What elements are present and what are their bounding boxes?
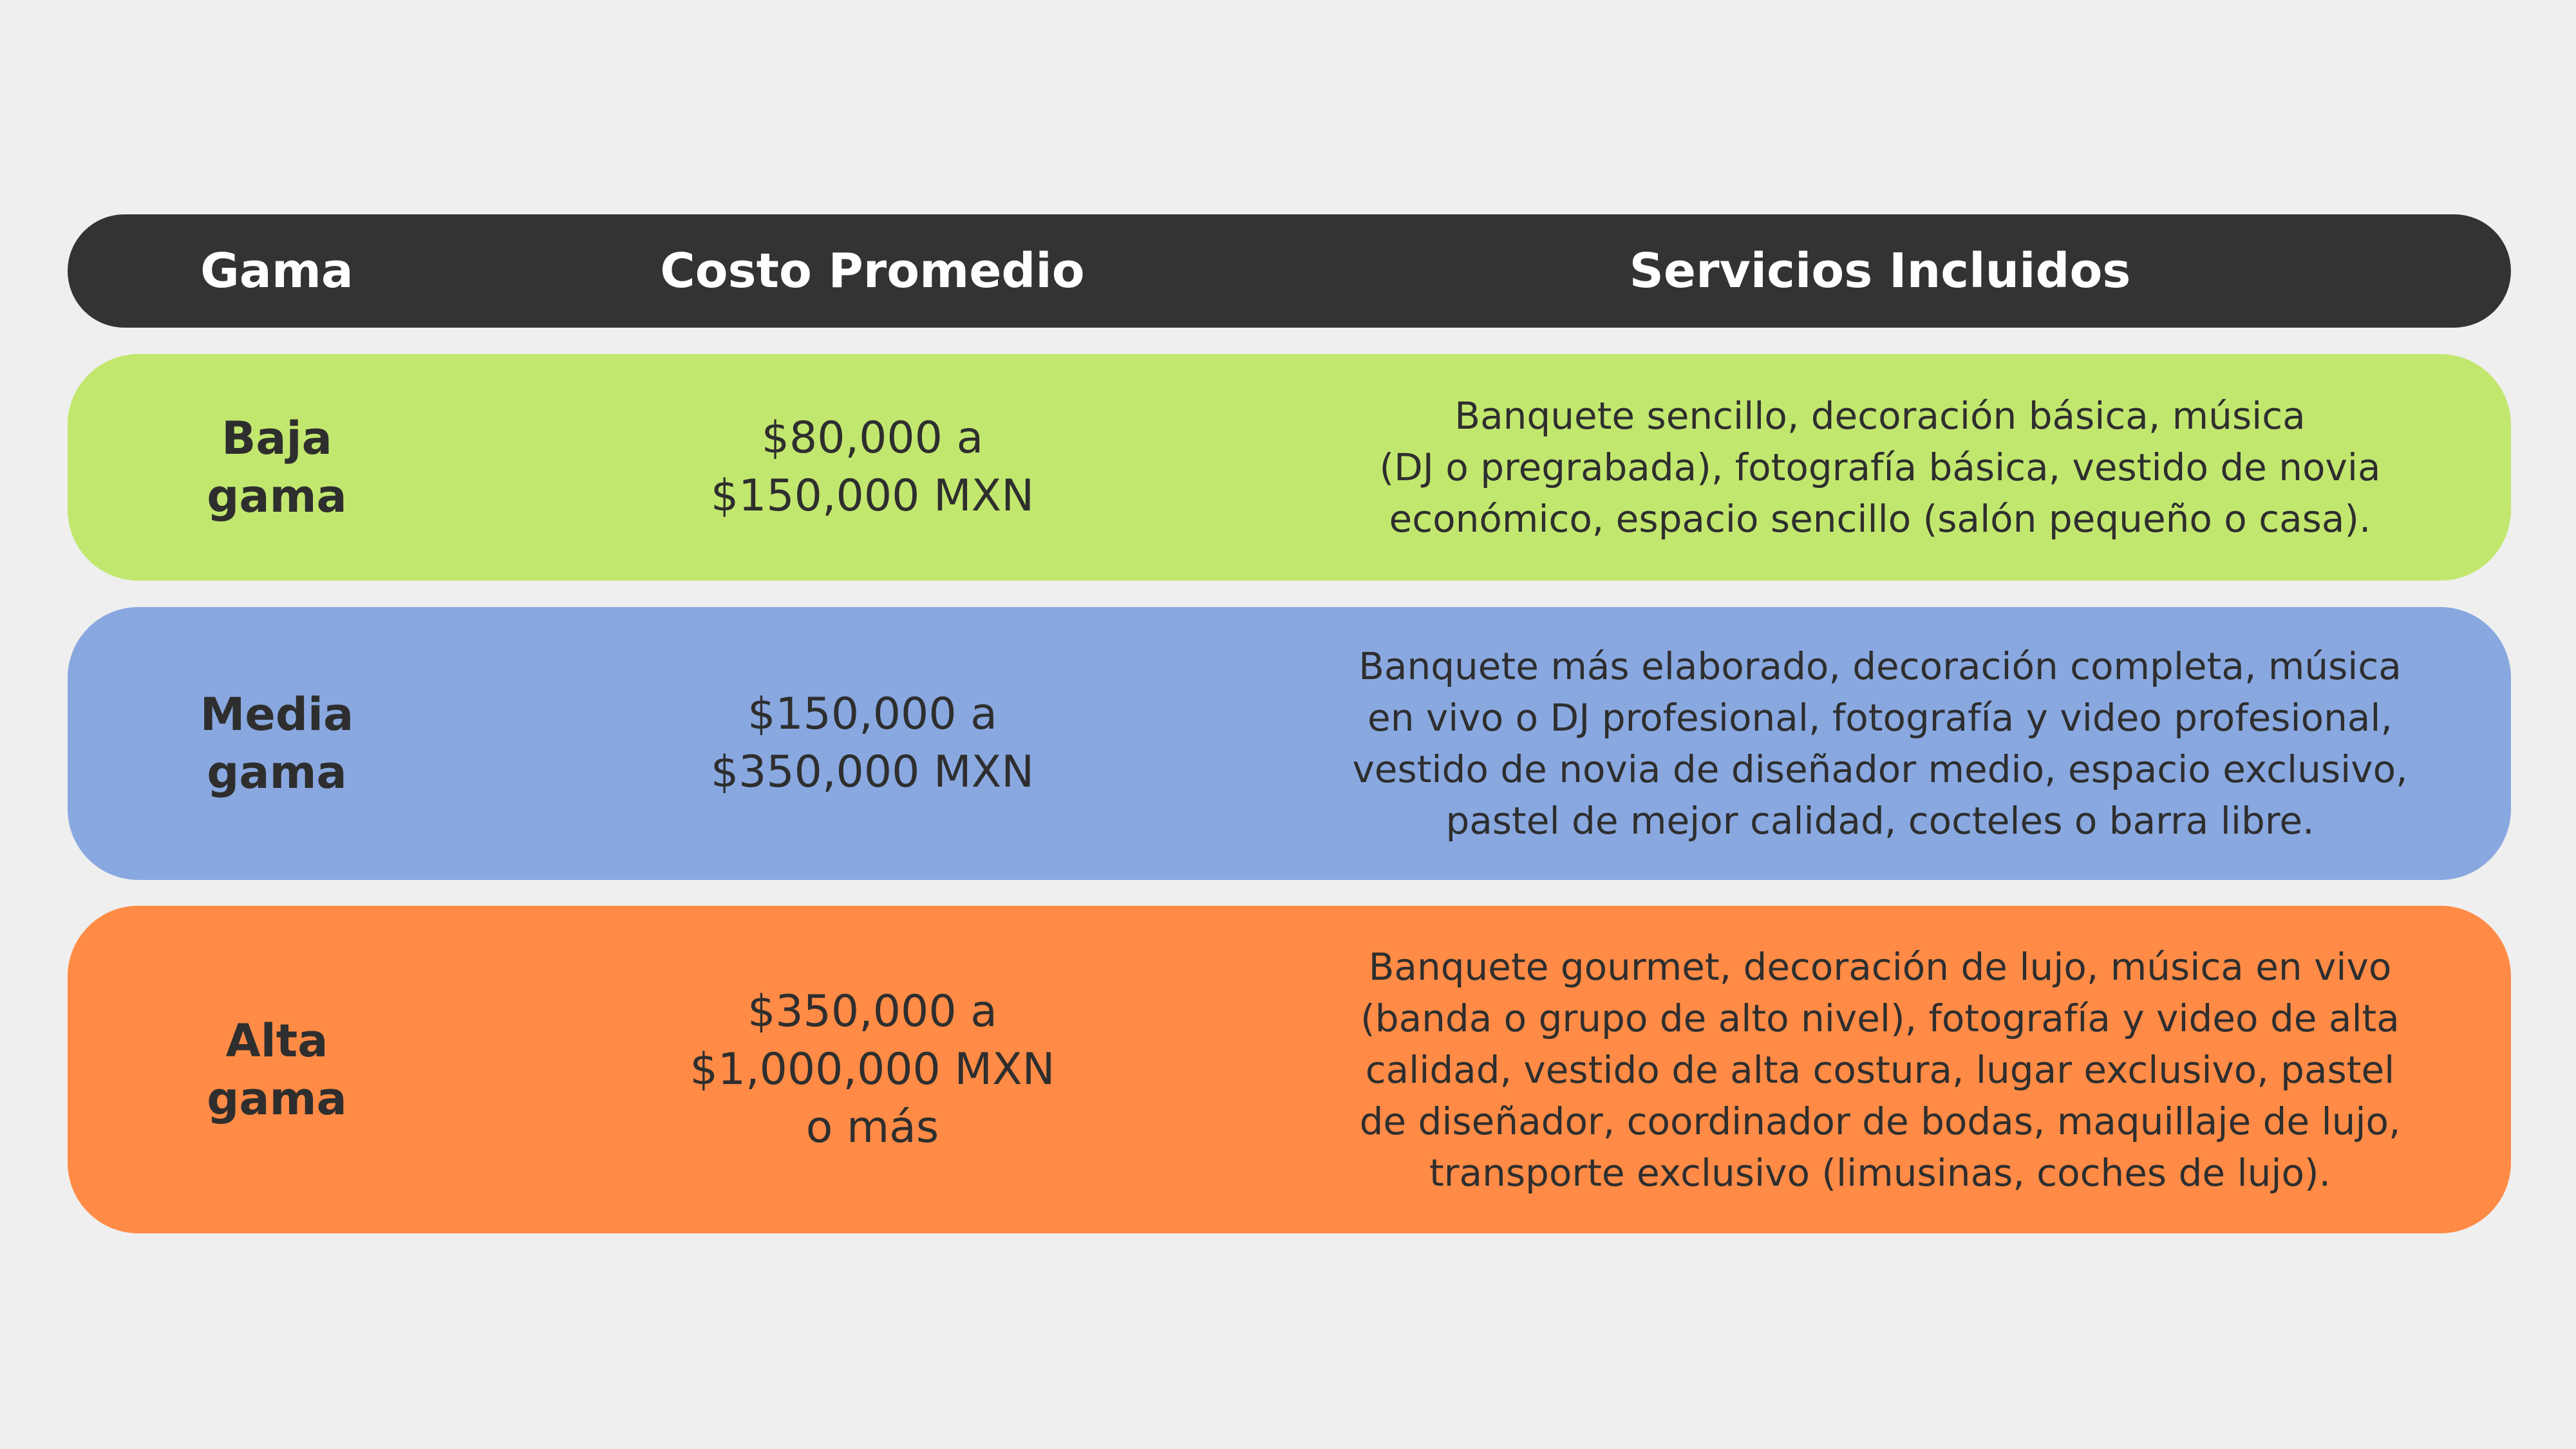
cost-line: $350,000 a (747, 986, 997, 1037)
row-cost (486, 983, 1259, 1157)
gama-line: gama (207, 746, 347, 799)
cost-line: o más (805, 1101, 939, 1153)
header-gama: Gama (200, 243, 353, 299)
services-line: calidad, vestido de alta costura, lugar exclusivo, pastel (1365, 1047, 2395, 1092)
row-services (1159, 390, 2576, 545)
services-line: de diseñador, coordinador de bodas, maquillaje de lujo, (1359, 1099, 2401, 1143)
services-line: Banquete más elaborado, decoración completa, música (1359, 644, 2402, 688)
services-line: vestido de novia de diseñador medio, espacio exclusivo, (1352, 747, 2408, 791)
row-cost (486, 409, 1259, 525)
row-gama-label (68, 409, 486, 525)
row-cost (486, 686, 1259, 801)
services-line: económico, espacio sencillo (salón pequeño o casa). (1389, 497, 2371, 541)
gama-line: Media (200, 688, 354, 741)
services-line: (DJ o pregrabada), fotografía básica, vestido de novia (1379, 445, 2381, 489)
row-media-gama (68, 607, 2511, 880)
row-gama-label (68, 1012, 486, 1128)
table-header (68, 214, 2511, 328)
cost-line: $80,000 a (761, 413, 984, 463)
services-line: pastel de mejor calidad, cocteles o barra libre. (1445, 799, 2315, 843)
header-costo-promedio: Costo Promedio (660, 243, 1085, 299)
services-line: en vivo o DJ profesional, fotografía y video profesional, (1368, 696, 2393, 740)
row-services (1159, 941, 2576, 1199)
row-alta-gama (68, 906, 2511, 1233)
services-line: Banquete sencillo, decoración básica, música (1454, 394, 2306, 438)
gama-line: Alta (225, 1014, 328, 1067)
cost-line: $1,000,000 MXN (690, 1043, 1055, 1095)
services-line: (banda o grupo de alto nivel), fotografía y video de alta (1360, 996, 2400, 1040)
cost-line: $150,000 MXN (710, 471, 1035, 521)
cost-line: $350,000 MXN (710, 747, 1035, 798)
row-baja-gama (68, 354, 2511, 581)
row-gama-label (68, 686, 486, 801)
services-line: transporte exclusivo (limusinas, coches de lujo). (1429, 1150, 2331, 1195)
gama-line: gama (207, 470, 347, 523)
services-line: Banquete gourmet, decoración de lujo, música en vivo (1368, 944, 2392, 989)
row-services (1159, 640, 2576, 846)
cost-line: $150,000 a (747, 689, 997, 740)
gama-line: gama (207, 1072, 347, 1125)
header-servicios-incluidos: Servicios Incluidos (1629, 243, 2131, 299)
gama-line: Baja (221, 412, 332, 465)
